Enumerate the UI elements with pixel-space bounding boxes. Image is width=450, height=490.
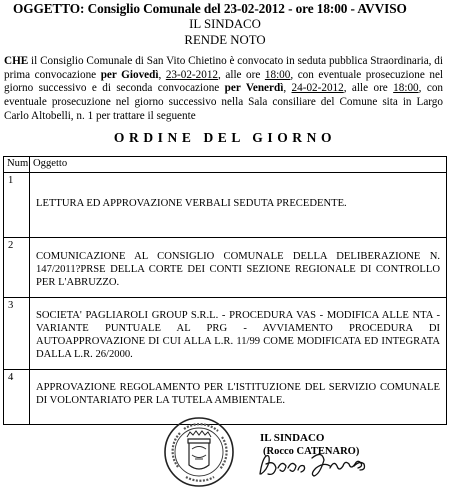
num-column-header: Num bbox=[4, 157, 30, 173]
mayor-title: IL SINDACO bbox=[260, 432, 325, 444]
handwritten-signature bbox=[256, 444, 376, 484]
item-subject-cell bbox=[30, 173, 447, 238]
item-number: 1 bbox=[4, 173, 30, 238]
second-call-date: 24-02-2012 bbox=[291, 82, 344, 95]
mayor-name: (Rocco CATENARO) bbox=[263, 446, 360, 457]
intro-paragraph bbox=[4, 55, 443, 124]
issuer-line: IL SINDACO bbox=[189, 17, 261, 31]
intro-text-6: , alle ore bbox=[343, 82, 394, 95]
item-subject: SOCIETA' PAGLIAROLI GROUP S.R.L. - PROCEDURA VAS - MODIFICA ALLE NTA - VARIANTE PUNTUALE AL PRG - AVVIAMENTO PROCEDURA DI AUTOAPPROVAZIONE DI CUI ALLA L.R. 11/99 COME MODIFICATA ED INTEGRATA DALLA L.R. 26/2000. bbox=[36, 310, 440, 360]
notice-subject: OGGETTO: Consiglio Comunale del 23-02-2012 - ore 18:00 - AVVISO bbox=[13, 1, 407, 16]
second-call-time: 18:00 bbox=[393, 82, 419, 95]
agenda-row bbox=[4, 238, 447, 298]
intro-che: CHE bbox=[4, 55, 29, 67]
announcement-line: RENDE NOTO bbox=[184, 33, 266, 47]
intro-sep-1: , bbox=[158, 68, 166, 81]
subject-column-header: Oggetto bbox=[30, 157, 447, 173]
municipal-seal-stamp bbox=[162, 415, 236, 489]
first-call-date: 23-02-2012 bbox=[165, 68, 219, 81]
intro-sep-2: , bbox=[283, 82, 292, 95]
item-number: 4 bbox=[4, 370, 30, 425]
item-subject: APPROVAZIONE REGOLAMENTO PER L'ISTITUZIONE DEL SERVIZIO COMUNALE DI VOLONTARIATO PER LA TUTELA AMBIENTALE. bbox=[36, 382, 440, 406]
intro-text-7: , con eventuale prosecuzione nel giorno successivo nella Sala consiliare del Comune sita in Largo Carlo Altobelli, n. 1 per trattare il seguente bbox=[4, 82, 444, 122]
agenda-row bbox=[4, 298, 447, 370]
item-number: 2 bbox=[4, 238, 30, 298]
intro-text-1: il Consiglio Comunale di San Vito Chietino è convocato in seduta pubblica Straordinaria, di prima convocazione bbox=[4, 55, 443, 81]
agenda-row bbox=[4, 173, 447, 238]
item-subject-cell bbox=[30, 238, 447, 298]
item-subject: LETTURA ED APPROVAZIONE VERBALI SEDUTA PRECEDENTE. bbox=[36, 198, 347, 209]
item-subject-cell bbox=[30, 370, 447, 425]
item-subject: COMUNICAZIONE AL CONSIGLIO COMUNALE DELLA DELIBERAZIONE N. 147/2011?PRSE DELLA CORTE DEI CONTI SEZIONE REGIONALE DI CONTROLLO PER L'ABRUZZO. bbox=[36, 251, 440, 288]
intro-text-3: , alle ore bbox=[218, 68, 265, 81]
item-subject-cell bbox=[30, 298, 447, 370]
agenda-header-row bbox=[4, 157, 447, 173]
agenda-heading: ORDINE DEL GIORNO bbox=[113, 130, 337, 145]
item-number: 3 bbox=[4, 298, 30, 370]
intro-text-4: , con eventuale prosecuzione nel giorno successivo e di seconda convocazione bbox=[4, 68, 444, 95]
second-call-day: per Venerdì bbox=[224, 82, 284, 95]
first-call-time: 18:00 bbox=[264, 68, 291, 81]
first-call-day: per Giovedì bbox=[100, 68, 159, 81]
agenda-table bbox=[3, 156, 447, 425]
